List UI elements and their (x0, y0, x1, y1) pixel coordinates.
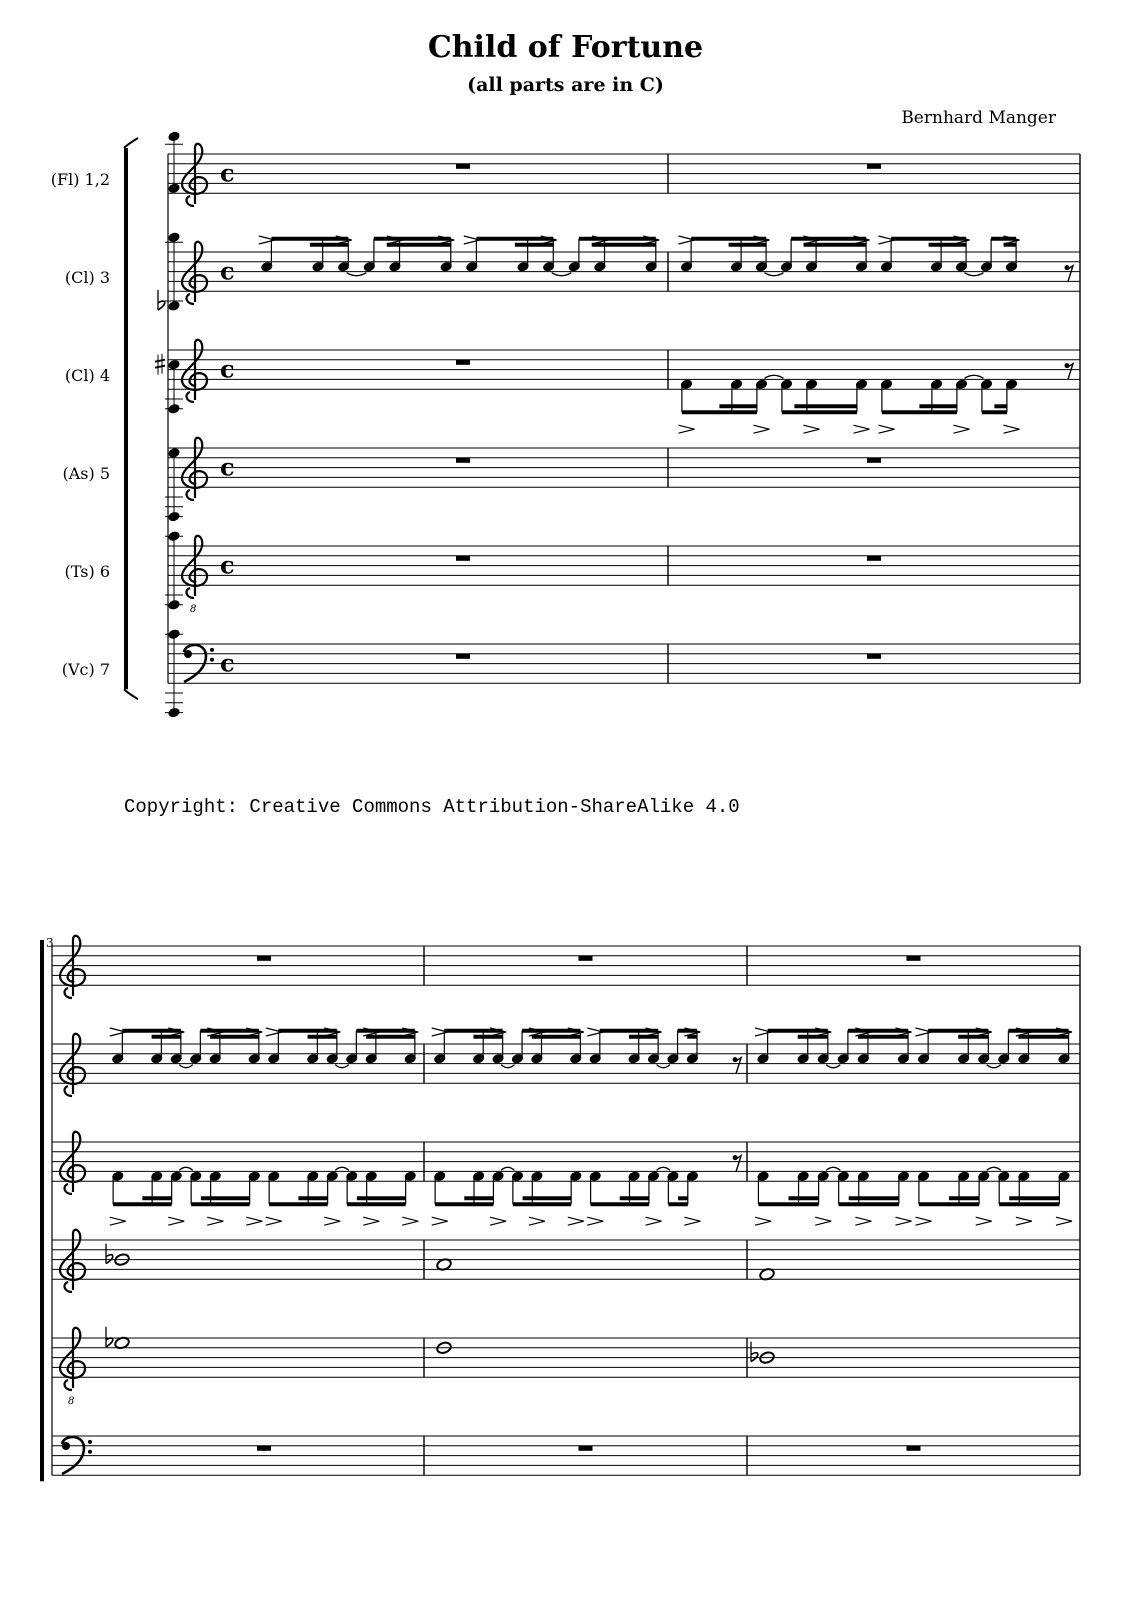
accent-mark (363, 1217, 379, 1225)
common-time-icon: c (220, 158, 235, 188)
measure-number: 3 (46, 936, 54, 950)
accent-mark (754, 425, 770, 433)
whole-rest-icon (456, 654, 470, 659)
accent-mark (246, 1217, 262, 1225)
treble-clef-shape (182, 340, 207, 402)
octave-marker: 8 (190, 604, 197, 615)
accent-mark (432, 1217, 448, 1225)
range-note-head (168, 448, 180, 459)
accent-mark (804, 425, 820, 433)
accent-mark (895, 1217, 911, 1225)
accent-mark (755, 1217, 771, 1225)
instrument-label-flute: (Fl) 1,2 (50, 170, 110, 189)
tie (657, 1065, 670, 1068)
staff-5 (168, 546, 1080, 585)
whole-rest-icon (456, 458, 470, 463)
range-note-head (168, 629, 180, 640)
staff-3 (168, 350, 1080, 389)
treble-clef-shape (182, 144, 207, 206)
staff-6 (168, 644, 1080, 683)
accent-mark (815, 1217, 831, 1225)
range-note-head (168, 301, 180, 312)
tie (335, 1167, 349, 1170)
eighth-rest-icon (1065, 265, 1074, 281)
whole-rest-icon (867, 458, 881, 463)
instrument-label-clarinet-4: (Cl) 4 (64, 366, 110, 385)
tie (987, 1065, 1001, 1068)
whole-rest-icon (456, 360, 470, 365)
range-note-head (168, 531, 180, 542)
tie (965, 273, 984, 276)
accent-mark (855, 1217, 871, 1225)
whole-rest-icon (456, 556, 470, 561)
treble-clef-shape (182, 242, 207, 304)
treble-clef-shape (60, 1034, 85, 1096)
flat-sign-icon (751, 1342, 758, 1362)
common-time-icon: c (220, 256, 235, 286)
staff-4 (52, 1240, 1080, 1279)
staff-5 (52, 1338, 1080, 1377)
whole-rest-icon (867, 164, 881, 169)
whole-rest-icon (867, 654, 881, 659)
accent-mark (266, 1217, 282, 1225)
tie (179, 1167, 193, 1170)
whole-rest-icon (867, 556, 881, 561)
accent-mark (1056, 1217, 1072, 1225)
composer-name: Bernhard Manger (901, 108, 1056, 128)
tie (965, 375, 984, 378)
range-note-head (168, 183, 180, 194)
accent-mark (168, 1217, 184, 1225)
accent-mark (646, 1217, 662, 1225)
rhythmic-ostinato (682, 384, 1007, 412)
range-note-head (168, 131, 180, 142)
whole-rest-icon (907, 956, 921, 961)
whole-rest-icon (456, 164, 470, 169)
common-time-icon: c (220, 648, 235, 678)
accent-mark (207, 1217, 223, 1225)
octave-marker: 8 (68, 1396, 75, 1407)
eighth-rest-icon (733, 1155, 742, 1171)
staff-2 (52, 1044, 1080, 1083)
eighth-rest-icon (1065, 363, 1074, 379)
accent-mark (110, 1217, 126, 1225)
accent-mark (568, 1217, 584, 1225)
accent-mark (324, 1217, 340, 1225)
bracket-tip (124, 138, 138, 148)
instrument-label-tenor-sax: (Ts) 6 (64, 562, 110, 581)
whole-rest-icon (257, 1446, 271, 1451)
instrument-label-clarinet-3: (Cl) 3 (64, 268, 110, 287)
whole-rest-icon (907, 1446, 921, 1451)
range-note-head (168, 403, 180, 414)
staff-6 (52, 1436, 1080, 1475)
tie (657, 1167, 670, 1170)
treble-clef-shape (60, 1132, 85, 1194)
range-note-head (168, 599, 180, 610)
treble-clef-shape (60, 1230, 85, 1292)
accent-mark (679, 425, 695, 433)
tie (765, 273, 784, 276)
score-title: Child of Fortune (427, 30, 704, 65)
tie (335, 1065, 349, 1068)
tie (765, 375, 784, 378)
rhythmic-ostinato (435, 1176, 688, 1204)
whole-rest-icon (257, 956, 271, 961)
accent-mark (854, 425, 870, 433)
common-time-icon: c (220, 452, 235, 482)
range-note-head (168, 359, 180, 370)
whole-rest-icon (579, 956, 593, 961)
accent-mark (402, 1217, 418, 1225)
treble-clef-shape (182, 536, 207, 598)
accent-mark (1004, 425, 1020, 433)
sharp-sign-icon (155, 354, 165, 375)
tie (826, 1065, 840, 1068)
range-note-head (168, 707, 180, 718)
accent-mark (954, 425, 970, 433)
tie (552, 273, 572, 276)
staff-1 (168, 154, 1080, 193)
tie (501, 1065, 514, 1068)
staff-2 (168, 252, 1080, 291)
accent-mark (587, 1217, 603, 1225)
accent-mark (1016, 1217, 1032, 1225)
tie (347, 273, 367, 276)
eighth-rest-icon (733, 1057, 742, 1073)
staff-4 (168, 448, 1080, 487)
flat-sign-icon (106, 1244, 113, 1264)
rhythmic-ostinato (691, 239, 1016, 267)
common-time-icon: c (220, 550, 235, 580)
instrument-label-cello: (Vc) 7 (61, 660, 110, 679)
tie (826, 1167, 840, 1170)
flat-sign-icon (106, 1327, 113, 1347)
staff-1 (52, 946, 1080, 985)
accent-mark (684, 1217, 700, 1225)
accent-mark (879, 425, 895, 433)
accent-mark (976, 1217, 992, 1225)
treble-clef-shape (60, 1328, 85, 1390)
common-time-icon: c (220, 354, 235, 384)
range-note-head (168, 511, 180, 522)
copyright-notice: Copyright: Creative Commons Attribution-ShareAlike 4.0 (124, 796, 740, 818)
tie (987, 1167, 1001, 1170)
score-subtitle: (all parts are in C) (467, 74, 664, 96)
treble-clef-shape (182, 438, 207, 500)
accent-mark (916, 1217, 932, 1225)
bracket-tip (124, 689, 138, 699)
tie (501, 1167, 514, 1170)
whole-rest-icon (579, 1446, 593, 1451)
accent-mark (529, 1217, 545, 1225)
accent-mark (490, 1217, 506, 1225)
range-note-head (168, 232, 180, 243)
flat-sign-icon (158, 290, 165, 310)
treble-clef-shape (60, 936, 85, 998)
instrument-label-alto-sax: (As) 5 (62, 464, 110, 483)
tie (179, 1065, 193, 1068)
